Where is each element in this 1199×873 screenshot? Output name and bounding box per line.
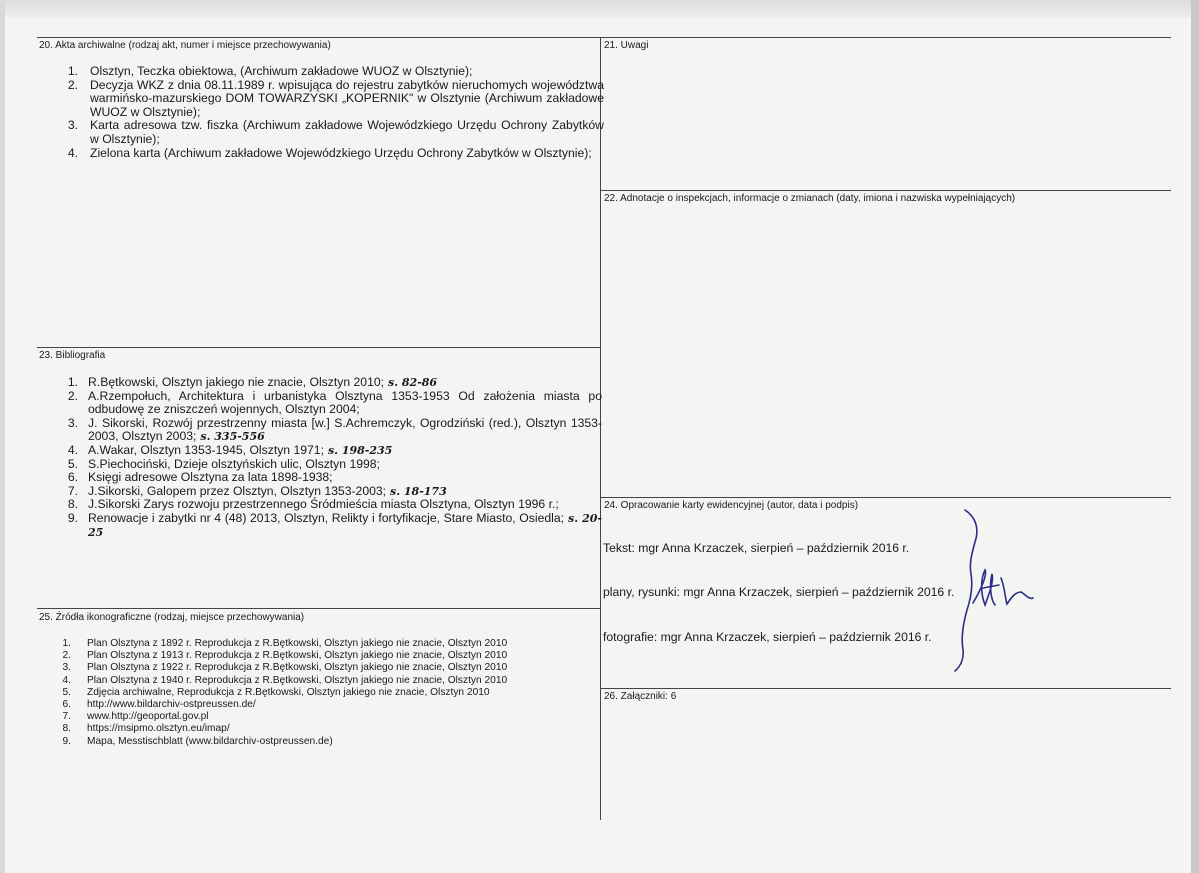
list-item-body: R.Bętkowski, Olsztyn jakiego nie znacie, Olsztyn 2010; (88, 375, 385, 389)
list-item-body: Decyzja WKZ z dnia 08.11.1989 r. wpisująca do rejestru zabytków nieruchomych województwa warmińsko-mazurskiego DOM TOWARZYSKI „KOPERNIK" w Olsztynie (Archiwum zakładowe WUOZ w Olsztynie); (90, 77, 604, 119)
list-item-text (87, 736, 600, 748)
handwritten-page-note: s. 335-556 (200, 430, 265, 444)
section-21-header: 21. Uwagi (604, 40, 649, 51)
scan-top-edge (0, 0, 1199, 18)
scan-right-edge (1191, 0, 1199, 873)
list-item-number: 6. (62, 699, 71, 711)
list-item-text (90, 79, 604, 120)
list-item-number: 8. (62, 723, 71, 735)
list-item-body: J. Sikorski, Rozwój przestrzenny miasta [w.] S.Achremczyk, Ogrodziński (red.), Olsztyn 1353-2003, Olsztyn 2003; (88, 415, 602, 444)
archive-record-item (40, 79, 604, 120)
archive-records-list (40, 65, 604, 160)
bibliography-item (40, 458, 602, 472)
list-item-number: 4. (67, 145, 78, 160)
bibliography-item (40, 376, 602, 390)
list-item-text (90, 147, 604, 161)
rule-section-22 (600, 190, 1171, 191)
list-item-body: Plan Olsztyna z 1892 r. Reprodukcja z R.Bętkowski, Olsztyn jakiego nie znacie, Olsztyn 2010 (87, 638, 508, 649)
list-item-number: 1. (67, 64, 78, 78)
iconography-item (40, 662, 600, 674)
bibliography-item (40, 512, 602, 539)
bibliography-item (40, 471, 602, 485)
handwritten-page-note: s. 198-235 (327, 443, 393, 457)
bibliography-item (40, 498, 602, 512)
list-item-text (90, 119, 604, 146)
list-item-number: 7. (67, 483, 78, 498)
iconography-item (40, 650, 600, 662)
list-item-body: www.http://geoportal.gov.pl (87, 711, 209, 723)
list-item-number: 2. (67, 77, 78, 92)
plans-credit: plany, rysunki: mgr Anna Krzaczek, sierpień – październik 2016 r. (603, 585, 955, 599)
rule-section-23 (37, 347, 601, 348)
list-item-text (88, 444, 602, 458)
list-item-body: Karta adresowa tzw. fiszka (Archiwum zakładowe Wojewódzkiego Urzędu Ochrony Zabytków w Olsztynie); (90, 118, 604, 146)
author-signature (945, 508, 1040, 673)
list-item-text (87, 723, 600, 735)
bibliography-item (40, 390, 602, 417)
list-item-body: Renowacje i zabytki nr 4 (48) 2013, Olsztyn, Relikty i fortyfikacje, Stare Miasto, Osiedla; (88, 510, 565, 525)
section-23-header: 23. Bibliografia (39, 350, 106, 361)
list-item-text (87, 687, 600, 699)
list-item-text (88, 498, 602, 512)
list-item-body: Mapa, Messtischblatt (www.bildarchiv-ostpreussen.de) (87, 735, 333, 747)
handwritten-page-note: s. 82-86 (388, 376, 438, 389)
list-item-text (88, 417, 602, 444)
rule-section-26 (600, 688, 1171, 689)
iconography-list (40, 638, 600, 748)
archive-record-item (40, 147, 604, 161)
list-item-number: 2. (62, 650, 71, 662)
list-item-number: 2. (67, 388, 78, 403)
bibliography-item (40, 444, 602, 458)
iconography-item (40, 638, 600, 650)
list-item-text (87, 699, 600, 711)
list-item-body: A.Wakar, Olsztyn 1353-1945, Olsztyn 1971; (88, 442, 324, 457)
list-item-number: 3. (67, 118, 78, 133)
scan-left-edge (0, 0, 5, 873)
list-item-number: 6. (67, 470, 78, 485)
list-item-body: Plan Olsztyna z 1922 r. Reprodukcja z R.Bętkowski, Olsztyn jakiego nie znacie, Olsztyn 2010 (87, 662, 508, 674)
list-item-number: 5. (67, 456, 78, 471)
list-item-text (88, 458, 602, 472)
rule-section-25 (37, 608, 601, 609)
list-item-text (87, 675, 600, 687)
section-24-header: 24. Opracowanie karty ewidencyjnej (autor, data i podpis) (604, 500, 859, 511)
list-item-body: http://www.bildarchiv-ostpreussen.de/ (87, 699, 256, 711)
list-item-body: Plan Olsztyna z 1940 r. Reprodukcja z R.Bętkowski, Olsztyn jakiego nie znacie, Olsztyn 2010 (87, 674, 508, 686)
list-item-text (88, 471, 602, 485)
rule-section-24 (600, 497, 1171, 498)
list-item-number: 9. (67, 510, 78, 525)
archive-record-item (40, 119, 604, 146)
list-item-number: 3. (62, 662, 71, 674)
list-item-body: Olsztyn, Teczka obiektowa, (Archiwum zakładowe WUOZ w Olsztynie); (90, 64, 473, 78)
list-item-text (87, 650, 600, 662)
iconography-item (40, 711, 600, 723)
list-item-text (87, 638, 600, 650)
list-item-body: S.Piechociński, Dzieje olsztyńskich ulic, Olsztyn 1998; (88, 456, 380, 471)
list-item-text (88, 512, 602, 539)
handwritten-page-note: s. 18-173 (390, 484, 447, 498)
list-item-body: J.Sikorski Zarys rozwoju przestrzennego Śródmieścia miasta Olsztyna, Olsztyn 1996 r.; (88, 497, 559, 512)
iconography-item (40, 723, 600, 735)
list-item-number: 9. (62, 735, 71, 747)
list-item-number: 1. (67, 375, 78, 389)
top-rule (37, 37, 1171, 38)
list-item-number: 4. (62, 674, 71, 686)
list-item-number: 3. (67, 415, 78, 430)
list-item-body: Zielona karta (Archiwum zakładowe Wojewódzkiego Urzędu Ochrony Zabytków w Olsztynie); (90, 145, 592, 160)
section-26-header: 26. Załączniki: 6 (604, 691, 677, 702)
list-item-number: 5. (62, 686, 71, 698)
iconography-item (40, 699, 600, 711)
photo-credit: fotografie: mgr Anna Krzaczek, sierpień – październik 2016 r. (603, 630, 932, 644)
list-item-body: J.Sikorski, Galopem przez Olsztyn, Olsztyn 1353-2003; (88, 483, 387, 498)
list-item-body: Księgi adresowe Olsztyna za lata 1898-1938; (88, 470, 333, 485)
list-item-text (87, 711, 600, 723)
list-item-body: https://msipmo.olsztyn.eu/imap/ (87, 723, 230, 735)
section-22-header: 22. Adnotacje o inspekcjach, informacje o zmianach (daty, imiona i nazwiska wypełniających) (604, 193, 1016, 204)
archive-record-item (40, 65, 604, 79)
list-item-text (88, 390, 602, 417)
list-item-number: 8. (67, 497, 78, 512)
list-item-text (88, 376, 602, 390)
iconography-item (40, 687, 600, 699)
iconography-item (40, 675, 600, 687)
list-item-text (87, 662, 600, 674)
list-item-number: 1. (62, 638, 71, 649)
bibliography-item (40, 417, 602, 444)
list-item-body: A.Rzempołuch, Architektura i urbanistyka Olsztyna 1353-1953 Od założenia miasta po odbudowę ze zniszczeń wojennych, Olsztyn 2004; (88, 388, 602, 417)
bibliography-list (40, 376, 602, 539)
list-item-text (90, 65, 604, 79)
handwritten-page-note: s. 20-25 (88, 511, 602, 539)
list-item-body: Plan Olsztyna z 1913 r. Reprodukcja z R.Bętkowski, Olsztyn jakiego nie znacie, Olsztyn 2010 (87, 650, 508, 662)
text-credit: Tekst: mgr Anna Krzaczek, sierpień – październik 2016 r. (603, 541, 910, 555)
section-25-header: 25. Źródła ikonograficzne (rodzaj, miejsce przechowywania) (39, 612, 305, 623)
list-item-number: 4. (67, 442, 78, 457)
list-item-body: Zdjęcia archiwalne, Reprodukcja z R.Bętkowski, Olsztyn jakiego nie znacie, Olsztyn 2010 (87, 686, 490, 698)
iconography-item (40, 736, 600, 748)
list-item-number: 7. (62, 711, 71, 723)
section-20-header: 20. Akta archiwalne (rodzaj akt, numer i miejsce przechowywania) (39, 40, 331, 51)
